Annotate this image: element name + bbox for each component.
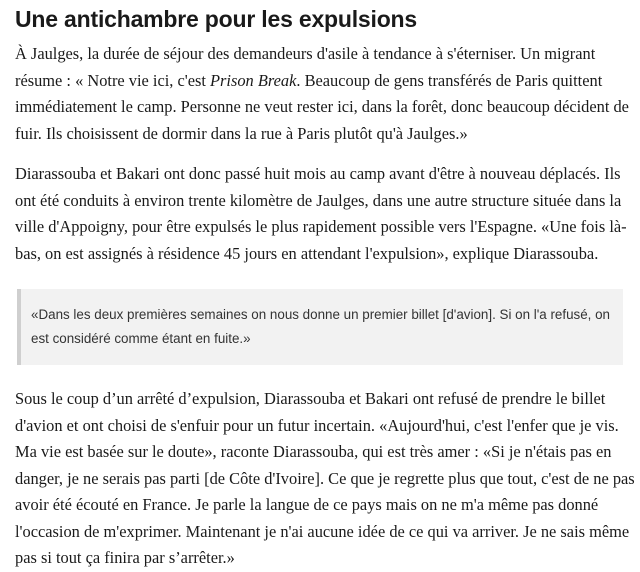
section-heading: Une antichambre pour les expulsions xyxy=(15,6,417,32)
paragraph-jaulges-text-start: À Jaulges, la durée de séjour des demandeurs d'asile à tendance à s'éterniser. Un migrant résume : « Notre vie ici, c'est xyxy=(15,44,596,90)
article-body xyxy=(15,0,637,572)
paragraph-expulsion: Sous le coup d’un arrêté d’expulsion, Diarassouba et Bakari ont refusé de prendre le billet d'avion et ont choisi de s'enfuir pour un futur incertain. «Aujourd'hui, c'est l'enfer que je vis. Ma vie est basée sur le doute», raconte Diarassouba, qui est très amer : «Si je n'étais pas en danger, je ne serais pas parti [de Côte d'Ivoire]. Ce que je regrette plus que tout, c'est de ne pas avoir été écouté en France. Je parle la langue de ce pays mais on ne m'a même pas donné l'occasion de m'exprimer. Maintenant je n'ai aucune idée de ce qui va arriver. Je ne sais même pas si tout ça finira par s’arrêter.» xyxy=(15,389,635,567)
paragraph-jaulges-text-end: . Beaucoup de gens transférés de Paris quittent immédiatement le camp. Personne ne veut rester ici, dans la forêt, donc beaucoup décident de fuir. Ils choisissent de dormir dans la rue à Paris plutôt qu'à Jaulges.» xyxy=(15,70,629,143)
blockquote-text: «Dans les deux premières semaines on nous donne un premier billet [d'avion]. Si on l'a refusé, on est considéré comme étant en fuite.» xyxy=(31,307,611,346)
paragraph-jaulges xyxy=(15,41,637,147)
prison-break-emphasis: Prison Break xyxy=(210,70,297,90)
blockquote xyxy=(17,289,623,365)
paragraph-appoigny: Diarassouba et Bakari ont donc passé huit mois au camp avant d'être à nouveau déplacés. Ils ont été conduits à environ trente kilomètre de Jaulges, dans une autre structure située dans la ville d'Appoigny, pour être expulsés le plus rapidement possible vers l'Espagne. «Une fois là-bas, on est assignés à résidence 45 jours en attendant l'expulsion», explique Diarassouba. xyxy=(15,164,627,263)
